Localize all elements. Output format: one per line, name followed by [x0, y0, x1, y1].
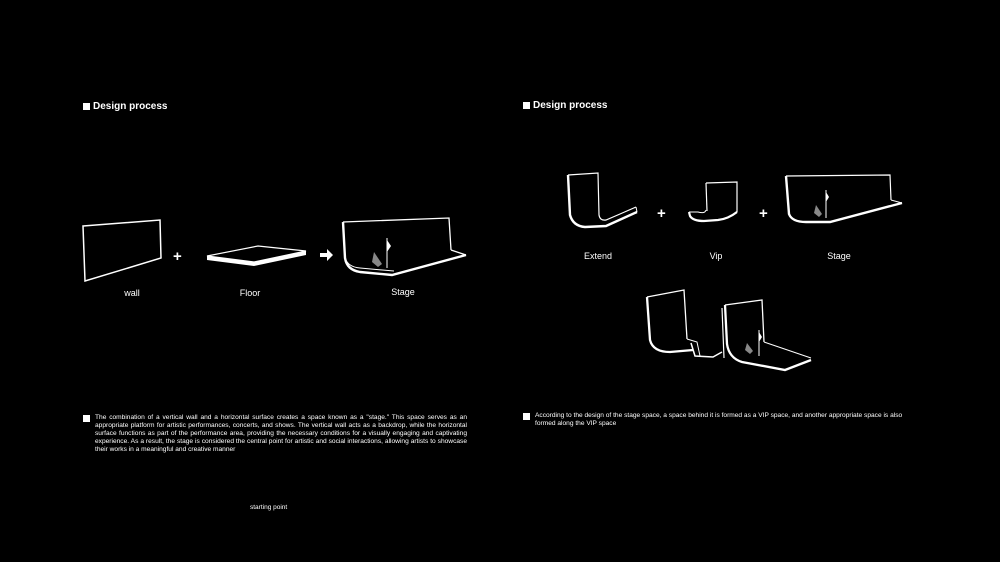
right-description [523, 412, 908, 428]
left-description-text: The combination of a vertical wall and a horizontal surface creates a space known as a "stage." This space serves as an appropriate platform for artistic performances, concerts, and shows. The vertical wall acts as a backdrop, while the horizontal surface functions as part of the performance area, providing the necessary conditions for a visually engaging and captivating experience. As a result, the stage is considered the central point for artistic and social interactions, allowing artists to showcase their works in a meaningful and creative manner [95, 414, 467, 453]
label-floor: Floor [239, 288, 261, 298]
vip-shape [689, 182, 737, 221]
label-stage-right: Stage [827, 251, 851, 261]
label-extend: Extend [583, 251, 613, 261]
footer-caption: starting point [250, 504, 288, 511]
extend-shape [568, 173, 637, 227]
plus-sign: + [657, 205, 666, 222]
combined-shape [647, 290, 811, 370]
right-description-text: According to the design of the stage space, a space behind it is formed as a VIP space, and another appropriate space is also formed along the VIP space [535, 412, 903, 427]
left-heading-text: Design process [93, 101, 168, 112]
right-heading-text: Design process [533, 100, 608, 111]
plus-sign: + [759, 205, 768, 222]
label-stage: Stage [391, 287, 415, 297]
label-wall: wall [124, 288, 140, 298]
bullet-square [523, 413, 530, 420]
stage-shape-right [786, 175, 902, 222]
label-vip: Vip [709, 251, 723, 261]
plus-sign: + [173, 248, 182, 265]
